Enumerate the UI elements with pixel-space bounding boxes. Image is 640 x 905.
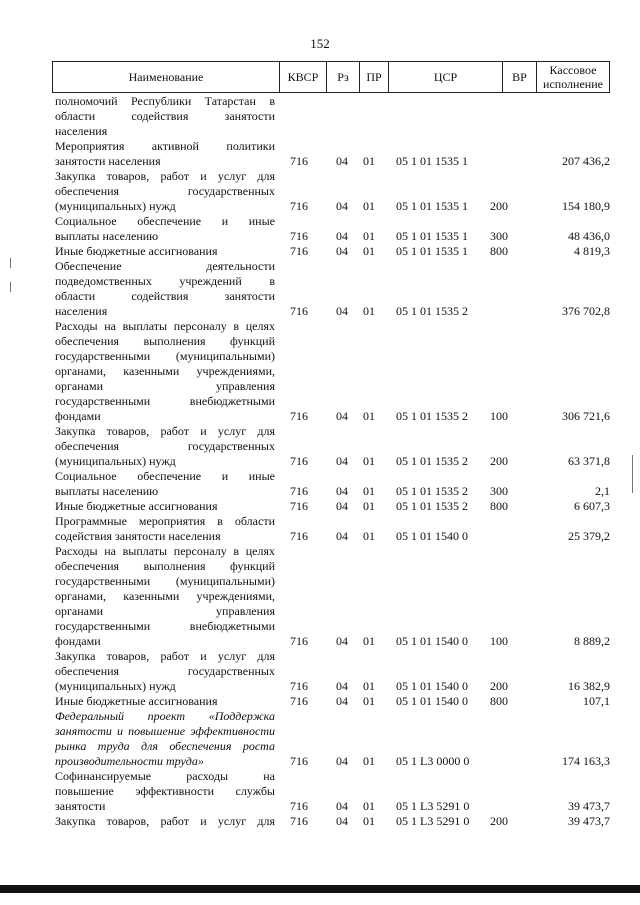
cell-pr: 01 <box>363 814 375 828</box>
table-row <box>0 319 640 424</box>
row-name-line: органами, казенными учреждениями, <box>55 589 275 603</box>
table-row <box>0 259 640 319</box>
row-name <box>55 469 275 499</box>
table-row <box>0 544 640 649</box>
cell-csr: 05 1 01 1535 1 <box>396 229 468 243</box>
cell-csr: 05 1 01 1535 2 <box>396 484 468 498</box>
header-pr: ПР <box>360 62 389 92</box>
scan-mark <box>632 455 633 493</box>
row-name <box>55 169 275 214</box>
row-name <box>55 499 275 514</box>
header-kvsr: КВСР <box>280 62 327 92</box>
row-name <box>55 94 275 139</box>
cell-kvsr: 716 <box>290 484 308 498</box>
row-name-line: Расходы на выплаты персоналу в целях <box>55 319 275 333</box>
cell-kvsr: 716 <box>290 814 308 828</box>
row-name-line: государственными внебюджетными <box>55 394 275 408</box>
cell-pr: 01 <box>363 454 375 468</box>
table-row <box>0 139 640 169</box>
cell-csr: 05 1 01 1535 2 <box>396 304 468 318</box>
row-name-line: Иные бюджетные ассигнования <box>55 244 218 258</box>
cell-rz: 04 <box>336 634 348 648</box>
cell-pr: 01 <box>363 634 375 648</box>
row-name-line: Закупка товаров, работ и услуг для <box>55 649 275 663</box>
row-name-line: фондами <box>55 634 101 648</box>
cell-sum: 39 473,7 <box>568 814 610 828</box>
cell-kvsr: 716 <box>290 304 308 318</box>
row-name-line: содействия занятости населения <box>55 529 221 543</box>
cell-csr: 05 1 01 1535 2 <box>396 499 468 513</box>
row-name <box>55 214 275 244</box>
cell-kvsr: 716 <box>290 454 308 468</box>
row-name-line: полномочий Республики Татарстан в <box>55 94 275 108</box>
row-name-line: органами управления <box>55 604 275 618</box>
cell-vr: 800 <box>490 244 508 258</box>
cell-kvsr: 716 <box>290 529 308 543</box>
row-name <box>55 424 275 469</box>
row-name-line: Мероприятия активной политики <box>55 139 275 153</box>
cell-kvsr: 716 <box>290 154 308 168</box>
cell-rz: 04 <box>336 799 348 813</box>
cell-kvsr: 716 <box>290 244 308 258</box>
row-name <box>55 319 275 424</box>
cell-rz: 04 <box>336 199 348 213</box>
row-name-line: государственными (муниципальными) <box>55 574 275 588</box>
cell-pr: 01 <box>363 499 375 513</box>
row-name-line: (муниципальных) нужд <box>55 679 176 693</box>
cell-sum: 25 379,2 <box>568 529 610 543</box>
row-name-line: занятости <box>55 799 106 813</box>
cell-vr: 800 <box>490 694 508 708</box>
row-name-line: занятости и повышение эффективности <box>55 724 275 738</box>
row-name-line: Иные бюджетные ассигнования <box>55 694 218 708</box>
cell-kvsr: 716 <box>290 679 308 693</box>
cell-sum: 154 180,9 <box>562 199 610 213</box>
cell-pr: 01 <box>363 484 375 498</box>
header-name: Наименование <box>53 62 280 92</box>
header-csr: ЦСР <box>389 62 503 92</box>
table-row <box>0 424 640 469</box>
table-body <box>0 94 640 829</box>
cell-pr: 01 <box>363 529 375 543</box>
cell-pr: 01 <box>363 199 375 213</box>
table-row <box>0 94 640 139</box>
table-row <box>0 244 640 259</box>
row-name-line: Иные бюджетные ассигнования <box>55 499 218 513</box>
cell-pr: 01 <box>363 304 375 318</box>
row-name-line: Социальное обеспечение и иные <box>55 469 275 483</box>
cell-sum: 207 436,2 <box>562 154 610 168</box>
table-row <box>0 814 640 829</box>
scan-mark <box>10 282 11 292</box>
cell-kvsr: 716 <box>290 409 308 423</box>
row-name-line: производительности труда» <box>55 754 204 768</box>
cell-sum: 39 473,7 <box>568 799 610 813</box>
cell-csr: 05 1 L3 5291 0 <box>396 799 470 813</box>
row-name-line: обеспечения государственных <box>55 184 275 198</box>
cell-csr: 05 1 01 1535 1 <box>396 154 468 168</box>
row-name <box>55 694 275 709</box>
header-sum: Кассовое исполнение <box>543 63 603 91</box>
row-name-line: органами, казенными учреждениями, <box>55 364 275 378</box>
cell-pr: 01 <box>363 799 375 813</box>
cell-vr: 100 <box>490 409 508 423</box>
scan-mark <box>10 258 11 268</box>
cell-kvsr: 716 <box>290 694 308 708</box>
cell-rz: 04 <box>336 499 348 513</box>
cell-rz: 04 <box>336 409 348 423</box>
table-row <box>0 499 640 514</box>
row-name <box>55 259 275 319</box>
cell-sum: 306 721,6 <box>562 409 610 423</box>
row-name-line: (муниципальных) нужд <box>55 199 176 213</box>
cell-pr: 01 <box>363 154 375 168</box>
row-name-line: Обеспечение деятельности <box>55 259 275 273</box>
row-name-line: выплаты населению <box>55 484 159 498</box>
cell-vr: 200 <box>490 679 508 693</box>
table-row <box>0 169 640 214</box>
cell-sum: 376 702,8 <box>562 304 610 318</box>
cell-kvsr: 716 <box>290 229 308 243</box>
row-name-line: обеспечения выполнения функций <box>55 559 275 573</box>
cell-sum: 8 889,2 <box>574 634 610 648</box>
cell-sum: 63 371,8 <box>568 454 610 468</box>
table-row <box>0 469 640 499</box>
cell-kvsr: 716 <box>290 799 308 813</box>
row-name-line: обеспечения государственных <box>55 664 275 678</box>
cell-csr: 05 1 01 1540 0 <box>396 529 468 543</box>
cell-pr: 01 <box>363 694 375 708</box>
cell-sum: 2,1 <box>595 484 610 498</box>
row-name-line: рынка труда для обеспечения роста <box>55 739 275 753</box>
cell-csr: 05 1 01 1540 0 <box>396 694 468 708</box>
cell-sum: 48 436,0 <box>568 229 610 243</box>
row-name <box>55 514 275 544</box>
cell-vr: 300 <box>490 484 508 498</box>
cell-pr: 01 <box>363 244 375 258</box>
row-name-line: населения <box>55 304 108 318</box>
cell-rz: 04 <box>336 694 348 708</box>
cell-kvsr: 716 <box>290 634 308 648</box>
row-name-line: Программные мероприятия в области <box>55 514 275 528</box>
table-row <box>0 649 640 694</box>
row-name-line: обеспечения государственных <box>55 439 275 453</box>
cell-rz: 04 <box>336 754 348 768</box>
cell-vr: 100 <box>490 634 508 648</box>
row-name-line: государственными (муниципальными) <box>55 349 275 363</box>
cell-rz: 04 <box>336 529 348 543</box>
cell-rz: 04 <box>336 154 348 168</box>
cell-kvsr: 716 <box>290 499 308 513</box>
page-bottom-bar <box>0 885 640 893</box>
cell-kvsr: 716 <box>290 754 308 768</box>
row-name-line: повышение эффективности службы <box>55 784 275 798</box>
row-name <box>55 649 275 694</box>
cell-csr: 05 1 L3 5291 0 <box>396 814 470 828</box>
row-name-line: (муниципальных) нужд <box>55 454 176 468</box>
cell-sum: 6 607,3 <box>574 499 610 513</box>
page-number: 152 <box>310 36 330 51</box>
row-name-line: Закупка товаров, работ и услуг для <box>55 424 275 438</box>
row-name <box>55 769 275 814</box>
row-name-line: обеспечения выполнения функций <box>55 334 275 348</box>
cell-rz: 04 <box>336 244 348 258</box>
row-name-line: государственными внебюджетными <box>55 619 275 633</box>
row-name-line: Софинансируемые расходы на <box>55 769 275 783</box>
cell-vr: 800 <box>490 499 508 513</box>
cell-sum: 174 163,3 <box>562 754 610 768</box>
cell-kvsr: 716 <box>290 199 308 213</box>
table-header <box>52 61 610 93</box>
cell-csr: 05 1 L3 0000 0 <box>396 754 470 768</box>
cell-csr: 05 1 01 1535 2 <box>396 409 468 423</box>
row-name-line: Закупка товаров, работ и услуг для <box>55 814 275 828</box>
cell-sum: 4 819,3 <box>574 244 610 258</box>
cell-rz: 04 <box>336 229 348 243</box>
table-row <box>0 709 640 769</box>
row-name <box>55 814 275 829</box>
row-name <box>55 709 275 769</box>
cell-sum: 107,1 <box>583 694 610 708</box>
row-name-line: Расходы на выплаты персоналу в целях <box>55 544 275 558</box>
table-row <box>0 514 640 544</box>
cell-csr: 05 1 01 1535 1 <box>396 199 468 213</box>
cell-pr: 01 <box>363 679 375 693</box>
cell-csr: 05 1 01 1540 0 <box>396 634 468 648</box>
cell-pr: 01 <box>363 409 375 423</box>
cell-rz: 04 <box>336 454 348 468</box>
cell-csr: 05 1 01 1540 0 <box>396 679 468 693</box>
cell-vr: 300 <box>490 229 508 243</box>
cell-vr: 200 <box>490 454 508 468</box>
cell-rz: 04 <box>336 304 348 318</box>
cell-csr: 05 1 01 1535 2 <box>396 454 468 468</box>
row-name <box>55 244 275 259</box>
row-name-line: выплаты населению <box>55 229 159 243</box>
cell-rz: 04 <box>336 484 348 498</box>
table-row <box>0 694 640 709</box>
table-row <box>0 769 640 814</box>
cell-vr: 200 <box>490 814 508 828</box>
row-name-line: области содействия занятости <box>55 289 275 303</box>
header-rz: Рз <box>327 62 360 92</box>
row-name <box>55 139 275 169</box>
row-name <box>55 544 275 649</box>
row-name-line: фондами <box>55 409 101 423</box>
row-name-line: занятости населения <box>55 154 161 168</box>
row-name-line: подведомственных учреждений в <box>55 274 275 288</box>
cell-pr: 01 <box>363 229 375 243</box>
cell-vr: 200 <box>490 199 508 213</box>
row-name-line: области содействия занятости <box>55 109 275 123</box>
cell-rz: 04 <box>336 814 348 828</box>
table-row <box>0 214 640 244</box>
row-name-line: Федеральный проект «Поддержка <box>55 709 275 723</box>
cell-rz: 04 <box>336 679 348 693</box>
row-name-line: Закупка товаров, работ и услуг для <box>55 169 275 183</box>
cell-csr: 05 1 01 1535 1 <box>396 244 468 258</box>
cell-sum: 16 382,9 <box>568 679 610 693</box>
row-name-line: населения <box>55 124 108 138</box>
row-name-line: органами управления <box>55 379 275 393</box>
cell-pr: 01 <box>363 754 375 768</box>
row-name-line: Социальное обеспечение и иные <box>55 214 275 228</box>
header-vr: ВР <box>503 62 537 92</box>
